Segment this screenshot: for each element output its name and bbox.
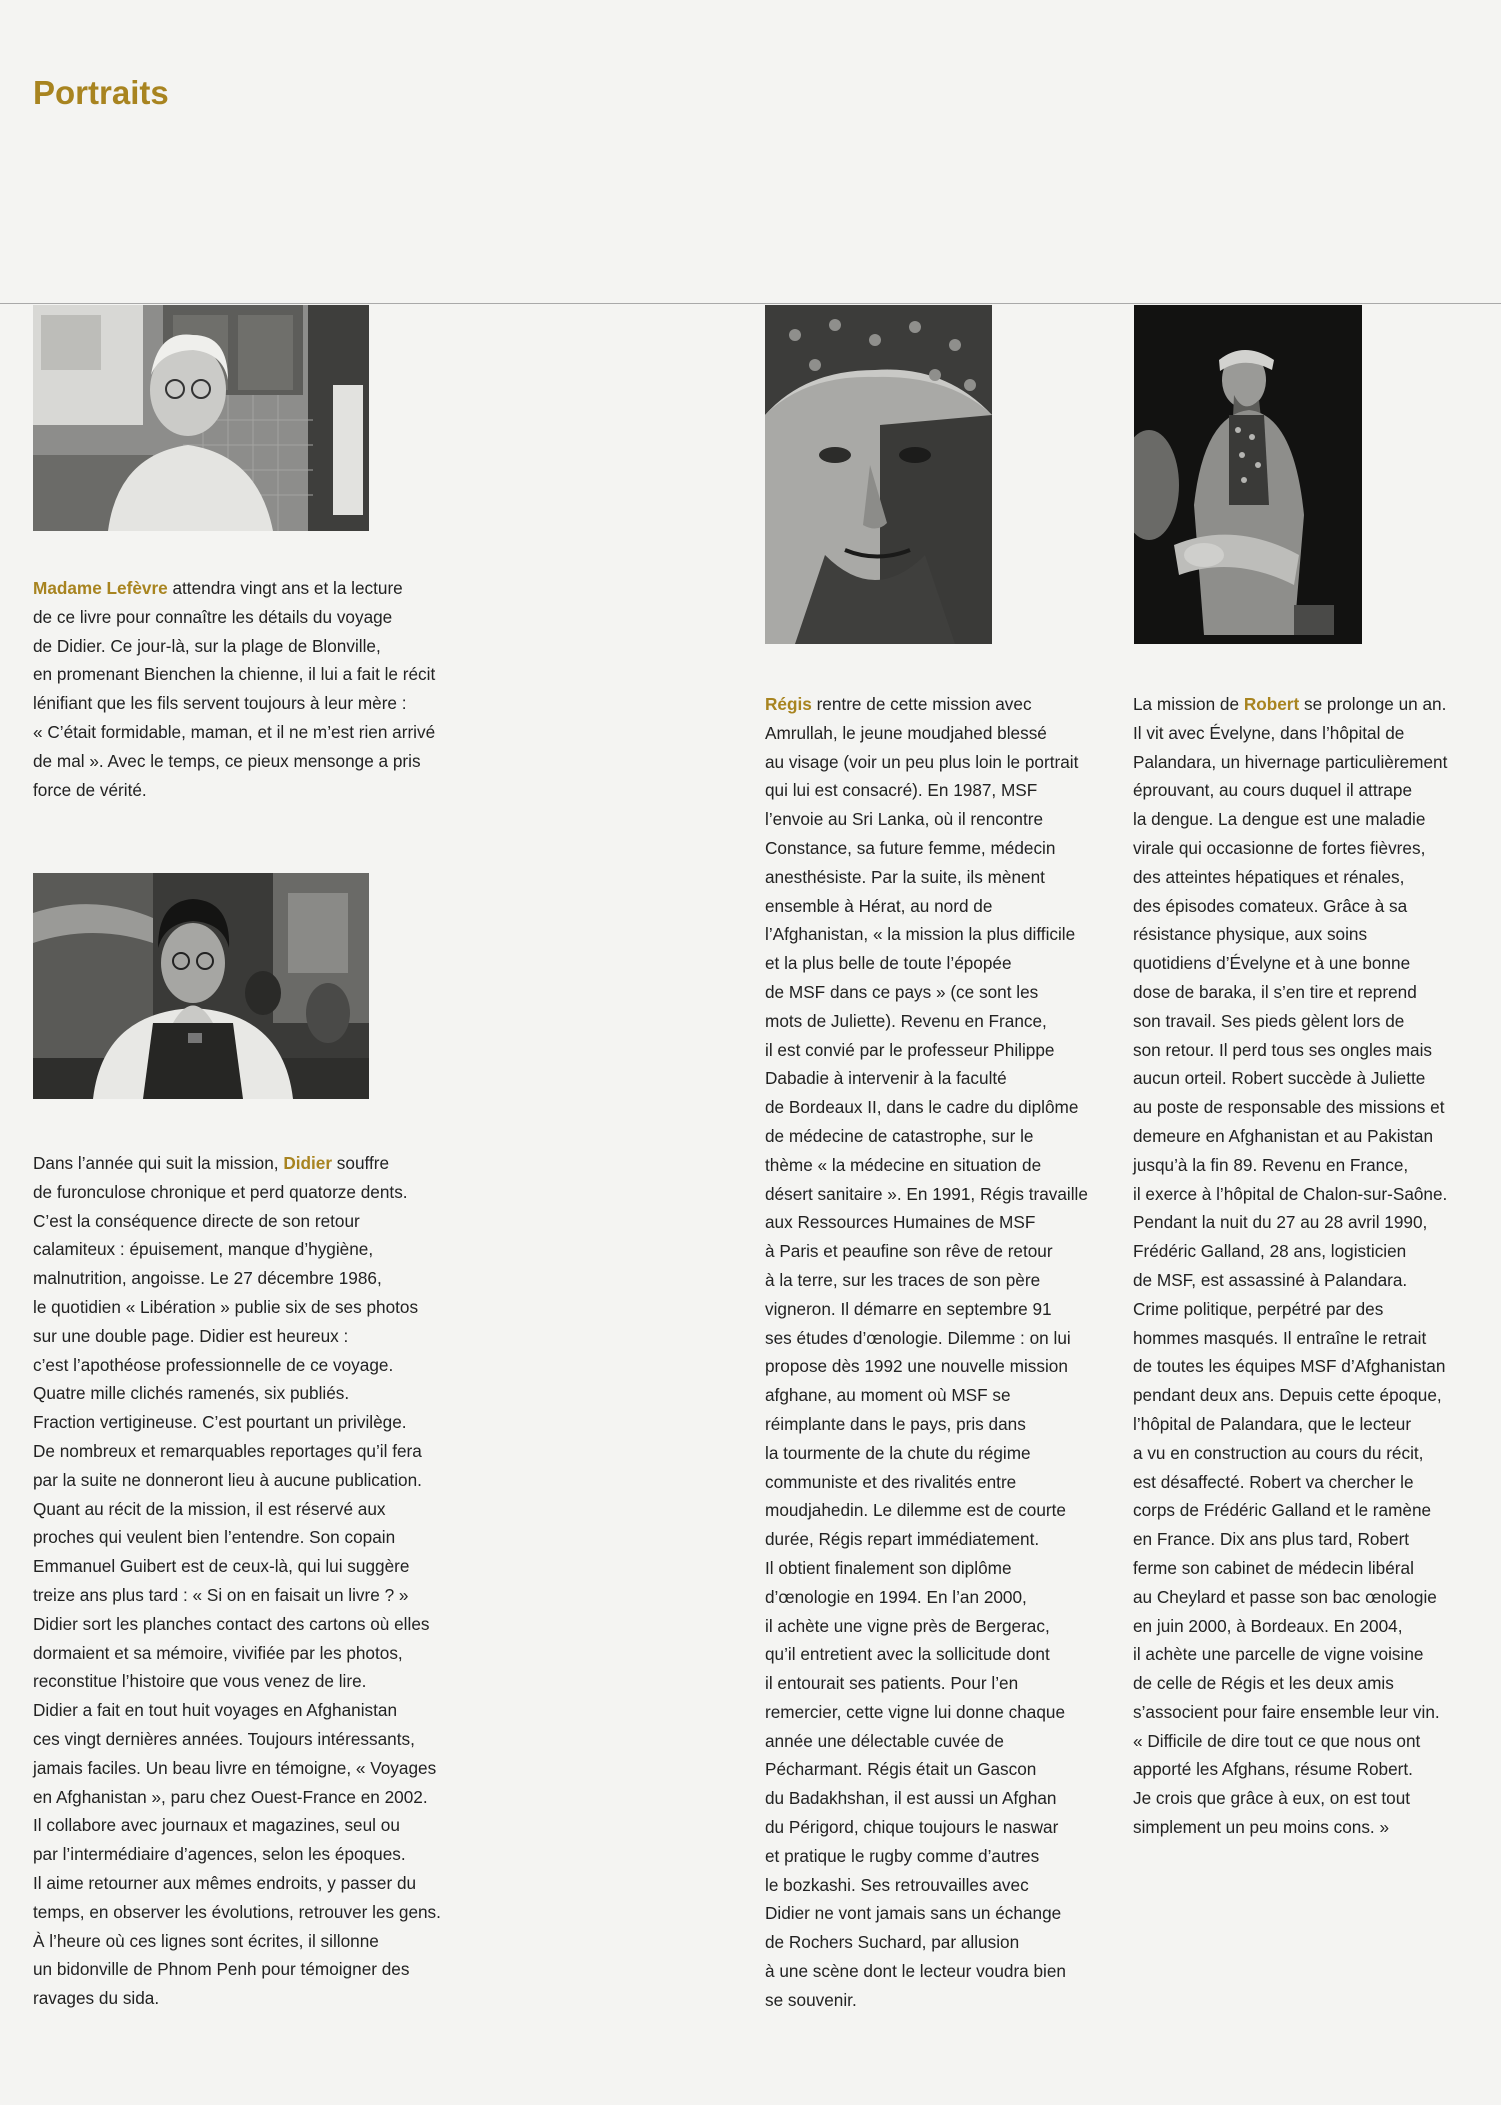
text-line: malnutrition, angoisse. Le 27 décembre 1986, <box>33 1268 382 1289</box>
text-line: Frédéric Galland, 28 ans, logisticien <box>1133 1241 1407 1262</box>
text-line: sur une double page. Didier est heureux : <box>33 1325 349 1346</box>
text-line: Il aime retourner aux mêmes endroits, y passer du <box>33 1872 417 1893</box>
text-line: Fraction vertigineuse. C’est pourtant un privilège. <box>33 1412 407 1433</box>
text-line: à une scène dont le lecteur voudra bien <box>765 1961 1066 1982</box>
text-line: vigneron. Il démarre en septembre 91 <box>765 1298 1052 1319</box>
text-line <box>1133 690 1447 719</box>
text-line: son travail. Ses pieds gèlent lors de <box>1133 1010 1405 1031</box>
text-line: l’Afghanistan, « la mission la plus difficile <box>765 924 1076 945</box>
text-line: éprouvant, au cours duquel il attrape <box>1133 780 1413 801</box>
text-line: de médecine de catastrophe, sur le <box>765 1125 1034 1146</box>
text-line: des épisodes comateux. Grâce à sa <box>1133 895 1408 916</box>
portrait-photo-regis <box>765 305 992 644</box>
text-line <box>33 574 435 603</box>
text-line: Crime politique, perpétré par des <box>1133 1298 1384 1319</box>
text-line: s’associent pour faire ensemble leur vin. <box>1133 1701 1440 1722</box>
text-line: Constance, sa future femme, médecin <box>765 837 1056 858</box>
text-line: des atteintes hépatiques et rénales, <box>1133 866 1405 887</box>
text-line: Pendant la nuit du 27 au 28 avril 1990, <box>1133 1212 1428 1233</box>
text-line: qu’il entretient avec la sollicitude dont <box>765 1644 1050 1665</box>
text-line: propose dès 1992 une nouvelle mission <box>765 1356 1068 1377</box>
text-line: le quotidien « Libération » publie six de ses photos <box>33 1296 419 1317</box>
name-didier: Didier <box>283 1153 333 1173</box>
paragraph-didier <box>33 1149 441 2013</box>
text-line: durée, Régis repart immédiatement. <box>765 1529 1040 1550</box>
text-line: de ce livre pour connaître les détails du voyage <box>33 606 393 627</box>
text-line: De nombreux et remarquables reportages qu’il fera <box>33 1440 422 1461</box>
text-line: est désaffecté. Robert va chercher le <box>1133 1471 1414 1492</box>
text-line: à Paris et peaufine son rêve de retour <box>765 1241 1053 1262</box>
paragraph-lefevre <box>33 574 435 804</box>
text-line: en promenant Bienchen la chienne, il lui a fait le récit <box>33 664 436 685</box>
text-line: c’est l’apothéose professionnelle de ce voyage. <box>33 1354 394 1375</box>
text-line: ses études d’œnologie. Dilemme : on lui <box>765 1327 1071 1348</box>
text-line: anesthésiste. Par la suite, ils mènent <box>765 866 1045 887</box>
text-line: lénifiant que les fils servent toujours à leur mère : <box>33 693 407 714</box>
text-line: pendant deux ans. Depuis cette époque, <box>1133 1385 1442 1406</box>
text-line: Didier a fait en tout huit voyages en Afghanistan <box>33 1700 398 1721</box>
text-line: mots de Juliette). Revenu en France, <box>765 1010 1047 1031</box>
text-line: Il collabore avec journaux et magazines, seul ou <box>33 1815 400 1836</box>
text-line: a vu en construction au cours du récit, <box>1133 1442 1424 1463</box>
portrait-photo-icon <box>1134 305 1362 644</box>
text-line: Emmanuel Guibert est de ceux-là, qui lui suggère <box>33 1556 410 1577</box>
text-line: Amrullah, le jeune moudjahed blessé <box>765 722 1047 743</box>
text-line <box>33 1149 441 1178</box>
text-line: C’est la conséquence directe de son retour <box>33 1210 360 1231</box>
text-line: communiste et des rivalités entre <box>765 1471 1017 1492</box>
text-line: virale qui occasionne de fortes fièvres, <box>1133 837 1426 858</box>
text-line: en France. Dix ans plus tard, Robert <box>1133 1529 1410 1550</box>
text-line: simplement un peu moins cons. » <box>1133 1817 1390 1838</box>
text-line: ces vingt dernières années. Toujours intéressants, <box>33 1728 415 1749</box>
text-line: à la terre, sur les traces de son père <box>765 1269 1041 1290</box>
text-line: Palandara, un hivernage particulièrement <box>1133 751 1448 772</box>
page-title: Portraits <box>33 74 169 111</box>
portrait-photo-robert <box>1134 305 1362 644</box>
text-line: et la plus belle de toute l’épopée <box>765 953 1012 974</box>
text-line: son retour. Il perd tous ses ongles mais <box>1133 1039 1433 1060</box>
text-line: reconstitue l’histoire que vous venez de lire. <box>33 1671 367 1692</box>
text-line: Didier ne vont jamais sans un échange <box>765 1903 1062 1924</box>
portrait-photo-icon <box>33 305 369 531</box>
text-line: proches qui veulent bien l’entendre. Son copain <box>33 1527 396 1548</box>
text-line: par l’intermédiaire d’agences, selon les époques. <box>33 1844 406 1865</box>
text-line: qui lui est consacré). En 1987, MSF <box>765 780 1038 801</box>
name-lefevre: Madame Lefèvre <box>33 578 168 598</box>
text-line: force de vérité. <box>33 779 147 800</box>
text-line: Quatre mille clichés ramenés, six publiés. <box>33 1383 350 1404</box>
text-line: l’hôpital de Palandara, que le lecteur <box>1133 1413 1412 1434</box>
portrait-photo-didier <box>33 873 369 1099</box>
text-line: Il obtient finalement son diplôme <box>765 1557 1012 1578</box>
text-line: Dabadie à intervenir à la faculté <box>765 1068 1007 1089</box>
text-line: en Afghanistan », paru chez Ouest-France en 2002. <box>33 1786 428 1807</box>
text-line: en juin 2000, à Bordeaux. En 2004, <box>1133 1615 1403 1636</box>
text-line-start: Dans l’année qui suit la mission, <box>33 1153 284 1173</box>
text-line: un bidonville de Phnom Penh pour témoigner des <box>33 1959 410 1980</box>
text-line: de mal ». Avec le temps, ce pieux mensonge a pris <box>33 750 421 771</box>
paragraph-robert <box>1133 690 1447 1842</box>
text-line: la dengue. La dengue est une maladie <box>1133 809 1426 830</box>
text-line <box>765 690 1088 719</box>
text-line: temps, en observer les évolutions, retrouver les gens. <box>33 1901 441 1922</box>
text-line: au poste de responsable des missions et <box>1133 1097 1445 1118</box>
text-line: au Cheylard et passe son bac œnologie <box>1133 1586 1437 1607</box>
text-line: Je crois que grâce à eux, on est tout <box>1133 1788 1411 1809</box>
text-line: l’envoie au Sri Lanka, où il rencontre <box>765 809 1044 830</box>
text-line: et pratique le rugby comme d’autres <box>765 1845 1040 1866</box>
text-line: thème « la médecine en situation de <box>765 1154 1042 1175</box>
text-line: par la suite ne donneront lieu à aucune publication. <box>33 1469 422 1490</box>
text-line: afghane, au moment où MSF se <box>765 1385 1011 1406</box>
text-line: du Périgord, chique toujours le naswar <box>765 1817 1059 1838</box>
portrait-photo-icon <box>765 305 992 644</box>
text-line-rest: rentre de cette mission avec <box>811 694 1032 714</box>
portrait-photo-icon <box>33 873 369 1099</box>
text-line: dose de baraka, il s’en tire et reprend <box>1133 981 1417 1002</box>
text-line: il exerce à l’hôpital de Chalon-sur-Saône. <box>1133 1183 1448 1204</box>
text-line: « C’était formidable, maman, et il ne m’est rien arrivé <box>33 721 436 742</box>
text-line: quotidiens d’Évelyne et à une bonne <box>1133 953 1411 974</box>
portrait-photo-lefevre <box>33 305 369 531</box>
text-line: réimplante dans le pays, pris dans <box>765 1413 1026 1434</box>
header-divider <box>0 303 1501 304</box>
text-line: de toutes les équipes MSF d’Afghanistan <box>1133 1356 1446 1377</box>
text-line: de Bordeaux II, dans le cadre du diplôme <box>765 1097 1079 1118</box>
text-line: aucun orteil. Robert succède à Juliette <box>1133 1068 1426 1089</box>
text-line: remercier, cette vigne lui donne chaque <box>765 1701 1066 1722</box>
text-line: Pécharmant. Régis était un Gascon <box>765 1759 1037 1780</box>
text-line: Il vit avec Évelyne, dans l’hôpital de <box>1133 722 1405 743</box>
name-robert: Robert <box>1243 694 1300 714</box>
text-line: ferme son cabinet de médecin libéral <box>1133 1557 1414 1578</box>
text-line: ensemble à Hérat, au nord de <box>765 895 993 916</box>
text-line: la tourmente de la chute du régime <box>765 1442 1031 1463</box>
text-line: d’œnologie en 1994. En l’an 2000, <box>765 1586 1027 1607</box>
text-line: hommes masqués. Il entraîne le retrait <box>1133 1327 1427 1348</box>
text-line: dormaient et sa mémoire, vivifiée par les photos, <box>33 1642 403 1663</box>
text-line: aux Ressources Humaines de MSF <box>765 1212 1036 1233</box>
text-line: corps de Frédéric Galland et le ramène <box>1133 1500 1432 1521</box>
text-line-rest: souffre <box>332 1153 390 1173</box>
text-line: année une délectable cuvée de <box>765 1730 1004 1751</box>
text-line: le bozkashi. Ses retrouvailles avec <box>765 1874 1029 1895</box>
text-line: jamais faciles. Un beau livre en témoigne, « Voyages <box>33 1757 437 1778</box>
text-line: désert sanitaire ». En 1991, Régis travaille <box>765 1183 1088 1204</box>
text-line: du Badakhshan, il est aussi un Afghan <box>765 1788 1057 1809</box>
text-line: moudjahedin. Le dilemme est de courte <box>765 1500 1066 1521</box>
text-line: apporté les Afghans, résume Robert. <box>1133 1759 1413 1780</box>
text-line: treize ans plus tard : « Si on en faisait un livre ? » <box>33 1584 409 1605</box>
text-line: demeure en Afghanistan et au Pakistan <box>1133 1125 1434 1146</box>
text-line-rest: se prolonge un an. <box>1299 694 1447 714</box>
paragraph-regis <box>765 690 1088 2015</box>
text-line: calamiteux : épuisement, manque d’hygiène, <box>33 1239 374 1260</box>
name-regis: Régis <box>765 694 812 714</box>
text-line: il achète une vigne près de Bergerac, <box>765 1615 1050 1636</box>
text-line-start: La mission de <box>1133 694 1244 714</box>
text-line: de Didier. Ce jour-là, sur la plage de Blonville, <box>33 635 381 656</box>
text-line: À l’heure où ces lignes sont écrites, il sillonne <box>33 1930 379 1951</box>
text-line: de MSF, est assassiné à Palandara. <box>1133 1269 1408 1290</box>
text-line: résistance physique, aux soins <box>1133 924 1368 945</box>
text-line: ravages du sida. <box>33 1988 160 2009</box>
text-line: de celle de Régis et les deux amis <box>1133 1673 1394 1694</box>
text-line: de furonculose chronique et perd quatorze dents. <box>33 1181 408 1202</box>
text-line: de Rochers Suchard, par allusion <box>765 1932 1020 1953</box>
text-line: Didier sort les planches contact des cartons où elles <box>33 1613 430 1634</box>
text-line: « Difficile de dire tout ce que nous ont <box>1133 1730 1421 1751</box>
text-line: il entourait ses patients. Pour l’en <box>765 1673 1019 1694</box>
text-line: se souvenir. <box>765 1989 857 2010</box>
text-line: de MSF dans ce pays » (ce sont les <box>765 981 1039 1002</box>
text-line: au visage (voir un peu plus loin le portrait <box>765 751 1079 772</box>
text-line: jusqu’à la fin 89. Revenu en France, <box>1133 1154 1409 1175</box>
text-line: il est convié par le professeur Philippe <box>765 1039 1055 1060</box>
text-line: il achète une parcelle de vigne voisine <box>1133 1644 1424 1665</box>
text-line: Quant au récit de la mission, il est réservé aux <box>33 1498 386 1519</box>
text-line-rest: attendra vingt ans et la lecture <box>167 578 403 598</box>
